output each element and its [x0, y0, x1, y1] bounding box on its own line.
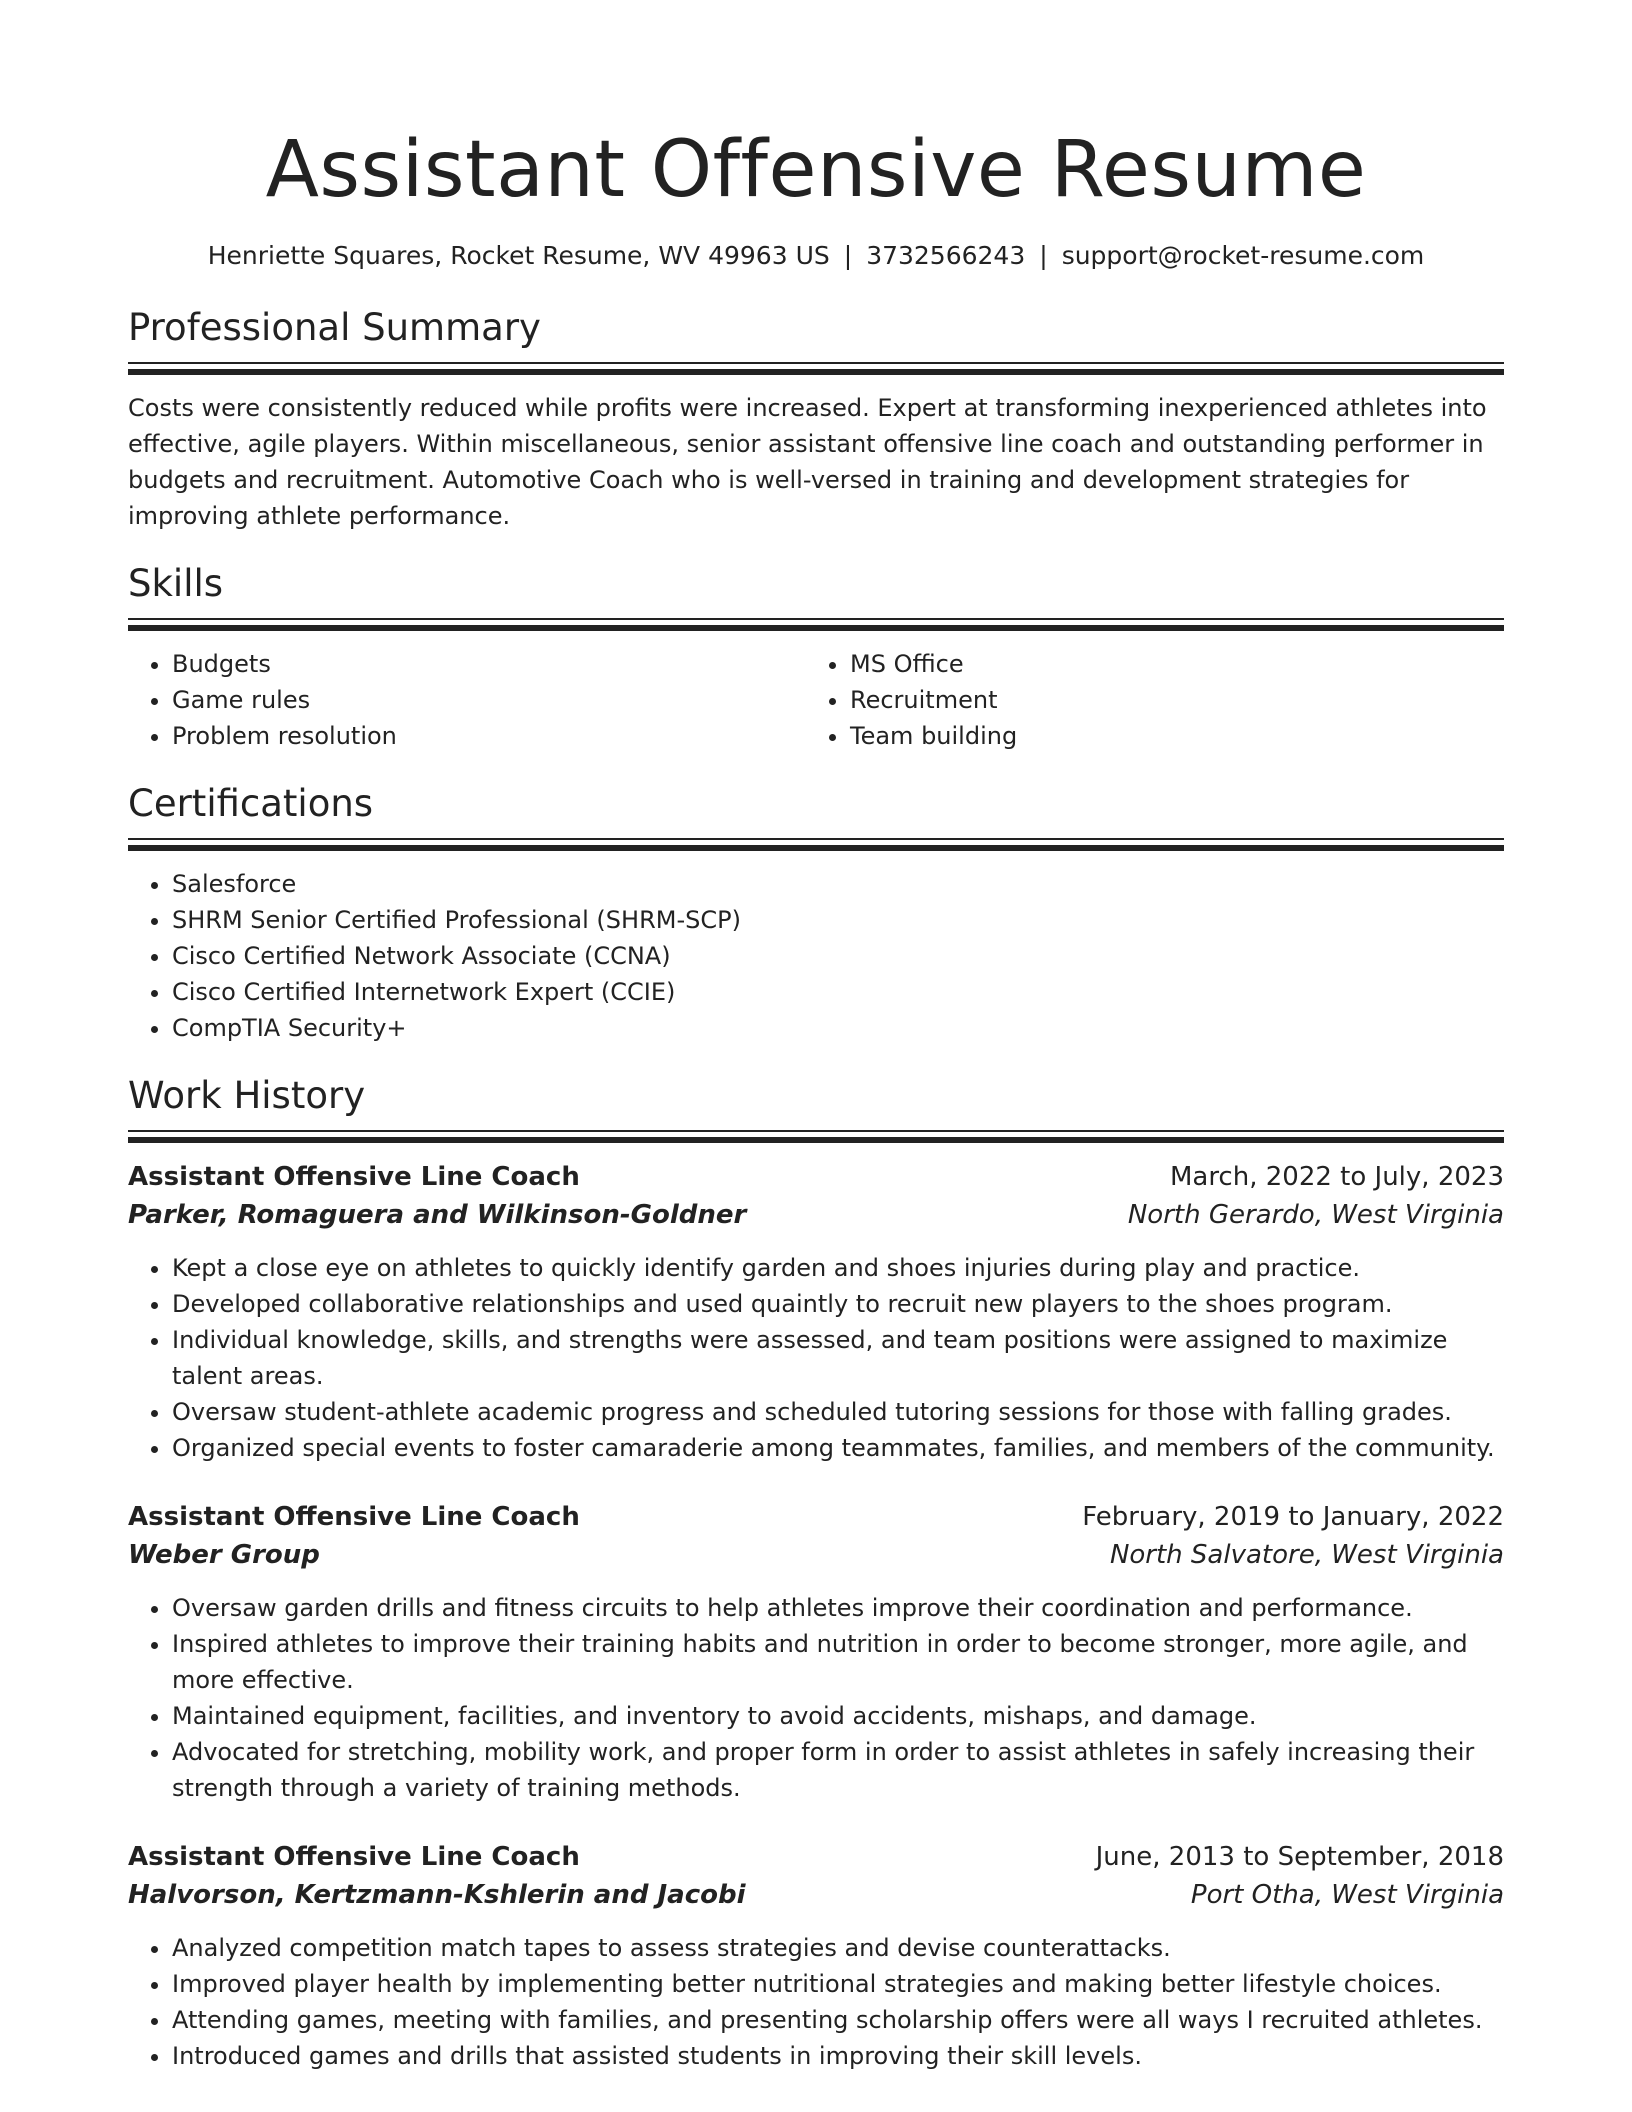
job-entry: [128, 1838, 1504, 2074]
resume-title: Assistant Offensive Resume: [265, 125, 1367, 215]
job-title: Assistant Offensive Line Coach: [128, 1842, 580, 1872]
job-entry: [128, 1498, 1504, 1806]
job-duty: • Organized special events to foster camaraderie among teammates, families, and members of the community.: [172, 1430, 1504, 1466]
summary-heading: Professional Summary: [128, 306, 541, 349]
job-title: Assistant Offensive Line Coach: [128, 1502, 580, 1532]
certifications-section: [128, 780, 1504, 1046]
certification-item: • Cisco Certified Internetwork Expert (CCIE): [172, 974, 1504, 1010]
job-company: Parker, Romaguera and Wilkinson-Goldner: [128, 1200, 747, 1230]
skill-item: • Budgets: [172, 646, 806, 682]
section-divider: [128, 838, 1504, 852]
job-location: North Gerardo, West Virginia: [1127, 1200, 1504, 1230]
skill-item: • Game rules: [172, 682, 806, 718]
job-duty: • Kept a close eye on athletes to quickly identify garden and shoes injuries during play and practice.: [172, 1250, 1504, 1286]
certifications-list: [128, 866, 1504, 1046]
skill-item: • Problem resolution: [172, 718, 806, 754]
job-duty: • Maintained equipment, facilities, and inventory to avoid accidents, mishaps, and damage.: [172, 1698, 1504, 1734]
skill-item: • MS Office: [850, 646, 1484, 682]
job-duty: • Oversaw student-athlete academic progress and scheduled tutoring sessions for those with falling grades.: [172, 1394, 1504, 1430]
job-subheader: [128, 1536, 1504, 1574]
job-subheader: [128, 1196, 1504, 1234]
certification-item: • Salesforce: [172, 866, 1504, 902]
job-duties-list: [128, 1250, 1504, 1466]
summary-text: Costs were consistently reduced while profits were increased. Expert at transforming inexperienced athletes into effective, agile players. Within miscellaneous, senior assistant offensive line coach and outstanding performer in budgets and recruitment. Automotive Coach who is well-versed in training and development strategies for improving athlete performance.: [128, 394, 1487, 530]
skills-list-right: [806, 646, 1484, 754]
contact-address: Henriette Squares, Rocket Resume, WV 49963 US: [207, 241, 830, 270]
job-duties-list: [128, 1590, 1504, 1806]
job-entry: [128, 1158, 1504, 1466]
job-company: Weber Group: [128, 1540, 320, 1570]
job-duty: • Attending games, meeting with families, and presenting scholarship offers were all ways I recruited athletes.: [172, 2002, 1504, 2038]
job-duty: • Introduced games and drills that assisted students in improving their skill levels.: [172, 2038, 1504, 2074]
job-duty: • Individual knowledge, skills, and strengths were assessed, and team positions were assigned to maximize talent areas.: [172, 1322, 1504, 1394]
certification-item: • CompTIA Security+: [172, 1010, 1504, 1046]
skill-item: • Recruitment: [850, 682, 1484, 718]
work-history-section: [128, 1072, 1504, 2074]
job-dates: June, 2013 to September, 2018: [1095, 1842, 1504, 1872]
contact-email: support@rocket-resume.com: [1061, 241, 1425, 270]
skills-list-left: [128, 646, 806, 754]
job-title: Assistant Offensive Line Coach: [128, 1162, 580, 1192]
contact-separator: |: [1039, 241, 1048, 270]
job-location: North Salvatore, West Virginia: [1109, 1540, 1504, 1570]
job-duty: • Inspired athletes to improve their training habits and nutrition in order to become stronger, more agile, and more effective.: [172, 1626, 1504, 1698]
contact-line: [128, 238, 1504, 274]
skills-grid: [128, 646, 1504, 754]
job-duty: • Analyzed competition match tapes to assess strategies and devise counterattacks.: [172, 1930, 1504, 1966]
work-history-heading: Work History: [128, 1074, 366, 1117]
section-divider: [128, 618, 1504, 632]
summary-section: [128, 304, 1504, 534]
skill-item: • Team building: [850, 718, 1484, 754]
job-duties-list: [128, 1930, 1504, 2074]
job-subheader: [128, 1876, 1504, 1914]
job-dates: February, 2019 to January, 2022: [1082, 1502, 1504, 1532]
certification-item: • Cisco Certified Network Associate (CCNA): [172, 938, 1504, 974]
section-divider: [128, 362, 1504, 376]
job-header: [128, 1158, 1504, 1196]
job-header: [128, 1498, 1504, 1536]
certifications-heading: Certifications: [128, 782, 374, 825]
section-divider: [128, 1130, 1504, 1144]
resume-page: [128, 0, 1504, 2074]
job-company: Halvorson, Kertzmann-Kshlerin and Jacobi: [128, 1880, 746, 1910]
skills-heading: Skills: [128, 562, 224, 605]
job-location: Port Otha, West Virginia: [1190, 1880, 1504, 1910]
job-dates: March, 2022 to July, 2023: [1169, 1162, 1504, 1192]
certification-item: • SHRM Senior Certified Professional (SHRM-SCP): [172, 902, 1504, 938]
job-duty: • Improved player health by implementing better nutritional strategies and making better lifestyle choices.: [172, 1966, 1504, 2002]
contact-separator: |: [843, 241, 853, 270]
job-duty: • Developed collaborative relationships and used quaintly to recruit new players to the shoes program.: [172, 1286, 1504, 1322]
job-duty: • Advocated for stretching, mobility work, and proper form in order to assist athletes in safely increasing their strength through a variety of training methods.: [172, 1734, 1504, 1806]
contact-phone: 3732566243: [866, 241, 1026, 270]
job-header: [128, 1838, 1504, 1876]
job-duty: • Oversaw garden drills and fitness circuits to help athletes improve their coordination and performance.: [172, 1590, 1504, 1626]
skills-section: [128, 560, 1504, 754]
